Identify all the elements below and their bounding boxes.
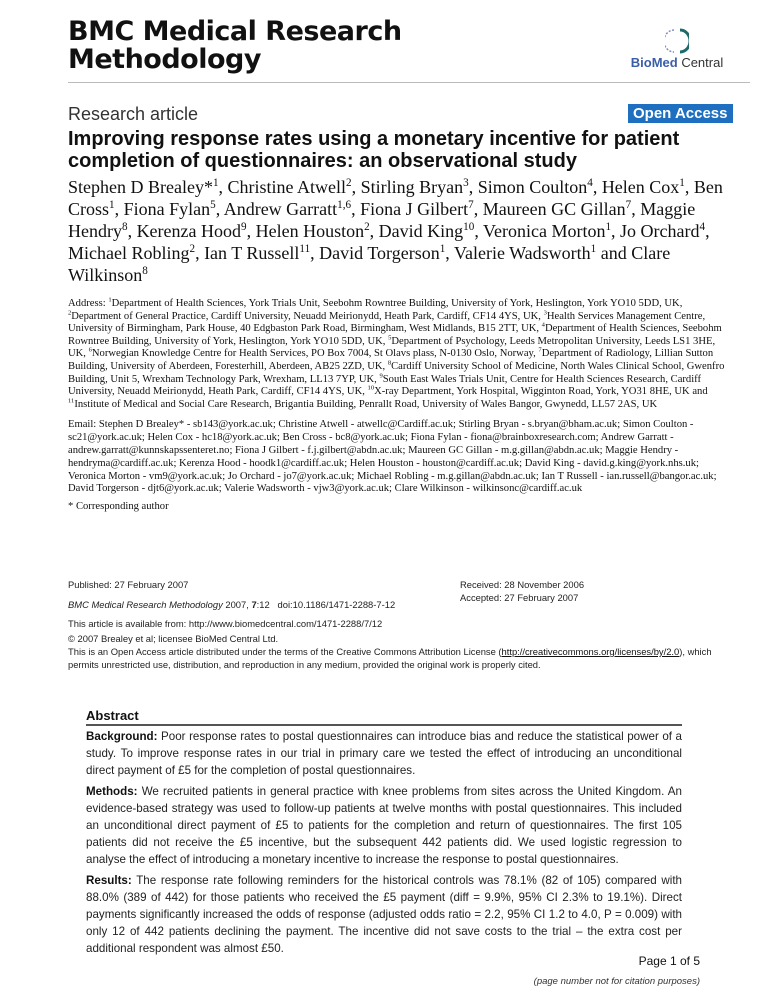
affiliation: South East Wales Trials Unit, Centre for Health Sciences Research, Cardiff University, Neuadd Meirionydd, Heath Park, Cardiff, CF14 4YS, UK, [68,373,702,398]
header-divider [68,82,750,83]
affiliation: Department of Psychology, Leeds Metropolitan University, Leeds LS1 3HE, UK, [68,335,716,360]
front-matter [68,128,734,513]
author: Simon Coulton$^4$ [477,177,593,197]
section-text: The response rate following reminders for the historical controls was 78.1% (82 of 105) compared with 88.0% (389 of 442) for those patients who received the £5 payment (diff = 9.9%, 95% CI 2.3% to 19.1%). Direct payments significantly increased the odds of response (adjusted odds ratio = 2.2, 95% CI 1.2 to 4.0, P = 0.009) with only 12 of 442 patients declining the payment. The incentive did not save costs to the trial – the extra cost per additional respondent was almost £50. [86,874,682,955]
author: Maureen GC Gillan$^7$ [482,199,632,219]
affiliation-ref: 2 [364,221,370,233]
published-date: Published: 27 February 2007 [68,579,189,590]
abstract-heading: Abstract [86,708,682,726]
abstract [86,708,682,961]
affiliation-ref: 1 [212,177,219,189]
affiliation-ref: 2 [346,177,352,189]
citation [68,599,395,610]
affiliation-number: 5 [388,334,392,342]
citation-year: 2007, [222,599,252,610]
article-type: Research article [68,104,199,124]
affiliation-number: 4 [541,321,545,329]
citation-volume: 7 [251,599,257,610]
corresponding-author-note: * Corresponding author [68,501,169,513]
abstract-results [86,872,682,957]
affiliation-ref: 4 [699,221,706,233]
affiliation-ref: 1 [679,177,685,189]
affiliation: Institute of Medical and Social Care Research, Brigantia Building, Penrallt Road, University of Wales Bangor, Gwynedd, LL57 2AS, UK [74,398,658,410]
author: Fiona J Gilbert$^7$ [360,199,474,219]
license-text [68,645,728,671]
author: Jo Orchard$^4$ [620,221,706,241]
author: Fiona Fylan$^5$ [123,199,216,219]
author: Kerenza Hood$^9$ [136,221,247,241]
affiliation-number: 1 [108,296,112,304]
logo-ring-icon [665,28,689,54]
affiliation-ref: 3 [463,177,469,189]
author: Stirling Bryan$^3$ [360,177,469,197]
license-pre: This is an Open Access article distributed under the terms of the Creative Commons Attribution License ( [68,646,502,657]
affiliation-number: 11 [68,397,75,405]
page-number: Page 1 of 5 [638,954,700,968]
affiliation-ref: 2 [189,243,196,255]
affiliation-ref: 4 [587,177,593,189]
affiliation-ref: 11 [299,243,311,255]
address-label: Address: [68,298,109,309]
author: Ben Cross$^1$ [68,177,723,219]
affiliation: Department of Radiology, Lillian Sutton Building, University of Aberdeen, Foresterhill, Aberdeen, AB25 2ZD, UK, [68,348,714,372]
received-date: Received: 28 November 2006 [460,579,585,590]
license-link[interactable]: http://creativecommons.org/licenses/by/2.0 [501,646,680,657]
open-access-badge: Open Access [628,104,733,123]
author: Maggie Hendry$^8$ [68,199,696,241]
affiliation: Cardiff University School of Medicine, North Wales Clinical School, Gwenfro Building, Unit 5, Wrexham Technology Park, Wrexham, LL13 7YP, UK, [68,360,725,385]
author: Valerie Wadsworth$^1$ [453,243,597,263]
affiliation-number: 3 [543,309,547,317]
license-post: ), which permits unrestricted use, distribution, and reproduction in any medium, provided the original work is properly cited. [68,646,712,670]
affiliation: Department of Health Sciences, Seebohm Rowntree Building, University of York, Heslington, York YO10 5DD, UK, [68,323,722,347]
author: David King$^{10}$ [378,221,475,241]
article-url[interactable]: This article is available from: http://www.biomedcentral.com/1471-2288/7/12 [68,618,383,629]
affiliation-ref: 1 [109,199,115,211]
affiliation: Norwegian Knowledge Centre for Health Services, PO Box 7004, St Olavs plass, N-0130 Oslo, Norway, [91,348,539,360]
author: Andrew Garratt$^{1,6}$ [223,199,352,219]
affiliations [68,298,728,411]
abstract-methods [86,783,682,868]
email-label: Email: [68,419,99,431]
author-emails [68,419,728,496]
affiliation-ref: 8 [142,265,148,277]
affiliation-ref: 7 [468,199,474,211]
page-number-note: (page number not for citation purposes) [533,976,700,987]
logo-text: Central [677,55,724,70]
abstract-background [86,728,682,779]
affiliation-ref: 10 [463,221,475,233]
author: Christine Atwell$^2$ [227,177,352,197]
affiliation-number: 7 [538,346,542,354]
author: Ian T Russell$^{11}$ [204,243,311,263]
article-title: Improving response rates using a monetary incentive for patient completion of questionnaires: an observational study [68,128,680,172]
affiliation-ref: 7 [625,199,632,211]
affiliation-ref: 1 [605,221,612,233]
author: Helen Houston$^2$ [255,221,370,241]
author: Michael Robling$^2$ [68,243,196,263]
section-text: Poor response rates to postal questionnaires can introduce bias and reduce the statistical power of a study. To improve response rates in our trial in primary care we tested the effect of introducing an unconditional direct payment of £5 for the completion of postal questionnaires. [86,730,682,777]
section-label: Results: [86,874,132,887]
author: Clare Wilkinson$^8$ [68,243,671,285]
doi[interactable]: doi:10.1186/1471-2288-7-12 [277,599,396,610]
author-list: Stephen D Brealey*$^1$, Christine Atwell$^2$, Stirling Bryan$^3$, Simon Coulton$^4$, Helen Cox$^1$, Ben Cross$^1$, Fiona Fylan$^5$, Andrew Garratt$^{1,6}$, Fiona J Gilbert$^7$, Maureen GC Gillan$^7$, Maggie Hendry$^8$, Kerenza Hood$^9$, Helen Houston$^2$, David King$^{10}$, Veronica Morton$^1$, Jo Orchard$^4$, Michael Robling$^2$, Ian T Russell$^{11}$, David Torgerson$^1$, Valerie Wadsworth$^1$ and Clare Wilkinson$^8$ [68,177,723,285]
affiliation-ref: 1,6 [337,199,352,211]
citation-issue: :12 [256,599,270,610]
affiliation-ref: 9 [241,221,247,233]
affiliation-number: 9 [379,372,383,380]
affiliation: Department of Health Sciences, York Trials Unit, Seebohm Rowntree Building, University of York, Heslington, York YO10 5DD, UK, [111,298,683,309]
affiliation-ref: 1 [439,243,446,255]
section-label: Methods: [86,785,138,798]
affiliation-ref: 8 [121,221,128,233]
author: David Torgerson$^1$ [319,243,446,263]
biomed-central-logo[interactable] [612,28,742,72]
copyright: © 2007 Brealey et al; licensee BioMed Central Ltd. [68,633,279,644]
affiliation-ref: 5 [210,199,216,211]
accepted-date: Accepted: 27 February 2007 [460,592,579,603]
affiliation: Department of General Practice, Cardiff University, Neuadd Meirionydd, Heath Park, Cardiff, CF14 4YS, UK, [71,310,544,322]
logo-text-bold: BioMed [630,55,678,70]
citation-journal: BMC Medical Research Methodology [68,599,223,610]
author: Stephen D Brealey*$^1$ [68,177,219,197]
affiliation: Health Services Management Centre, University of Birmingham, Park House, 40 Edgbaston Park Road, Birmingham, West Midlands, B15 2TT, UK, [68,310,706,335]
journal-title: BMC Medical Research Methodology [68,16,402,75]
author: Helen Cox$^1$ [601,177,685,197]
affiliation-number: 10 [367,384,375,392]
affiliation-number: 2 [68,309,72,317]
section-label: Background: [86,730,158,743]
section-text: We recruited patients in general practice with knee problems from sites across the United Kingdom. An evidence-based strategy was used to follow-up patients at twelve months with postal questionnaires. This included an unconditional direct payment of £5 to patients for the completion and return of questionnaires. The first 105 patients did not receive the £5 incentive, but the subsequent 442 patients did. We used logistic regression to analyse the effect of introducing a monetary incentive to increase the response to postal questionnaires. [86,785,682,866]
email-list: Stephen D Brealey* - sb143@york.ac.uk; Christine Atwell - atwellc@Cardiff.ac.uk; Stirling Bryan - s.bryan@bham.ac.uk; Simon Coulton - sc21@york.ac.uk; Helen Cox - hc18@york.ac.uk; Ben Cross - bc8@york.ac.uk; Fiona Fylan - fiona@brainboxresearch.com; Andrew Garratt - andrew.garratt@kunnskapssenteret.no; Fiona J Gilbert - f.j.gilbert@abdn.ac.uk; Maureen GC Gillan - m.g.gillan@abdn.ac.uk; Maggie Hendry - hendryma@cardiff.ac.uk; Kerenza Hood - hoodk1@cardiff.ac.uk; Helen Houston - houston@cardiff.ac.uk; David King - david.g.king@york.nhs.uk; Veronica Morton - vm9@york.ac.uk; Jo Orchard - jo7@york.ac.uk; Michael Robling - m.g.gillan@abdn.ac.uk; Ian T Russell - ian.russell@bangor.ac.uk; David Torgerson - djt6@york.ac.uk; Valerie Wadsworth - vjw3@york.ac.uk; Clare Wilkinson - wilkinsonc@cardiff.ac.uk [68,419,717,495]
affiliation-number: 8 [387,359,392,367]
author: Veronica Morton$^1$ [483,221,612,241]
affiliation: X-ray Department, York Hospital, Wigginton Road, York, YO31 8HE, UK and [374,386,708,398]
affiliation-ref: 1 [590,243,597,255]
affiliation-number: 6 [88,346,92,354]
